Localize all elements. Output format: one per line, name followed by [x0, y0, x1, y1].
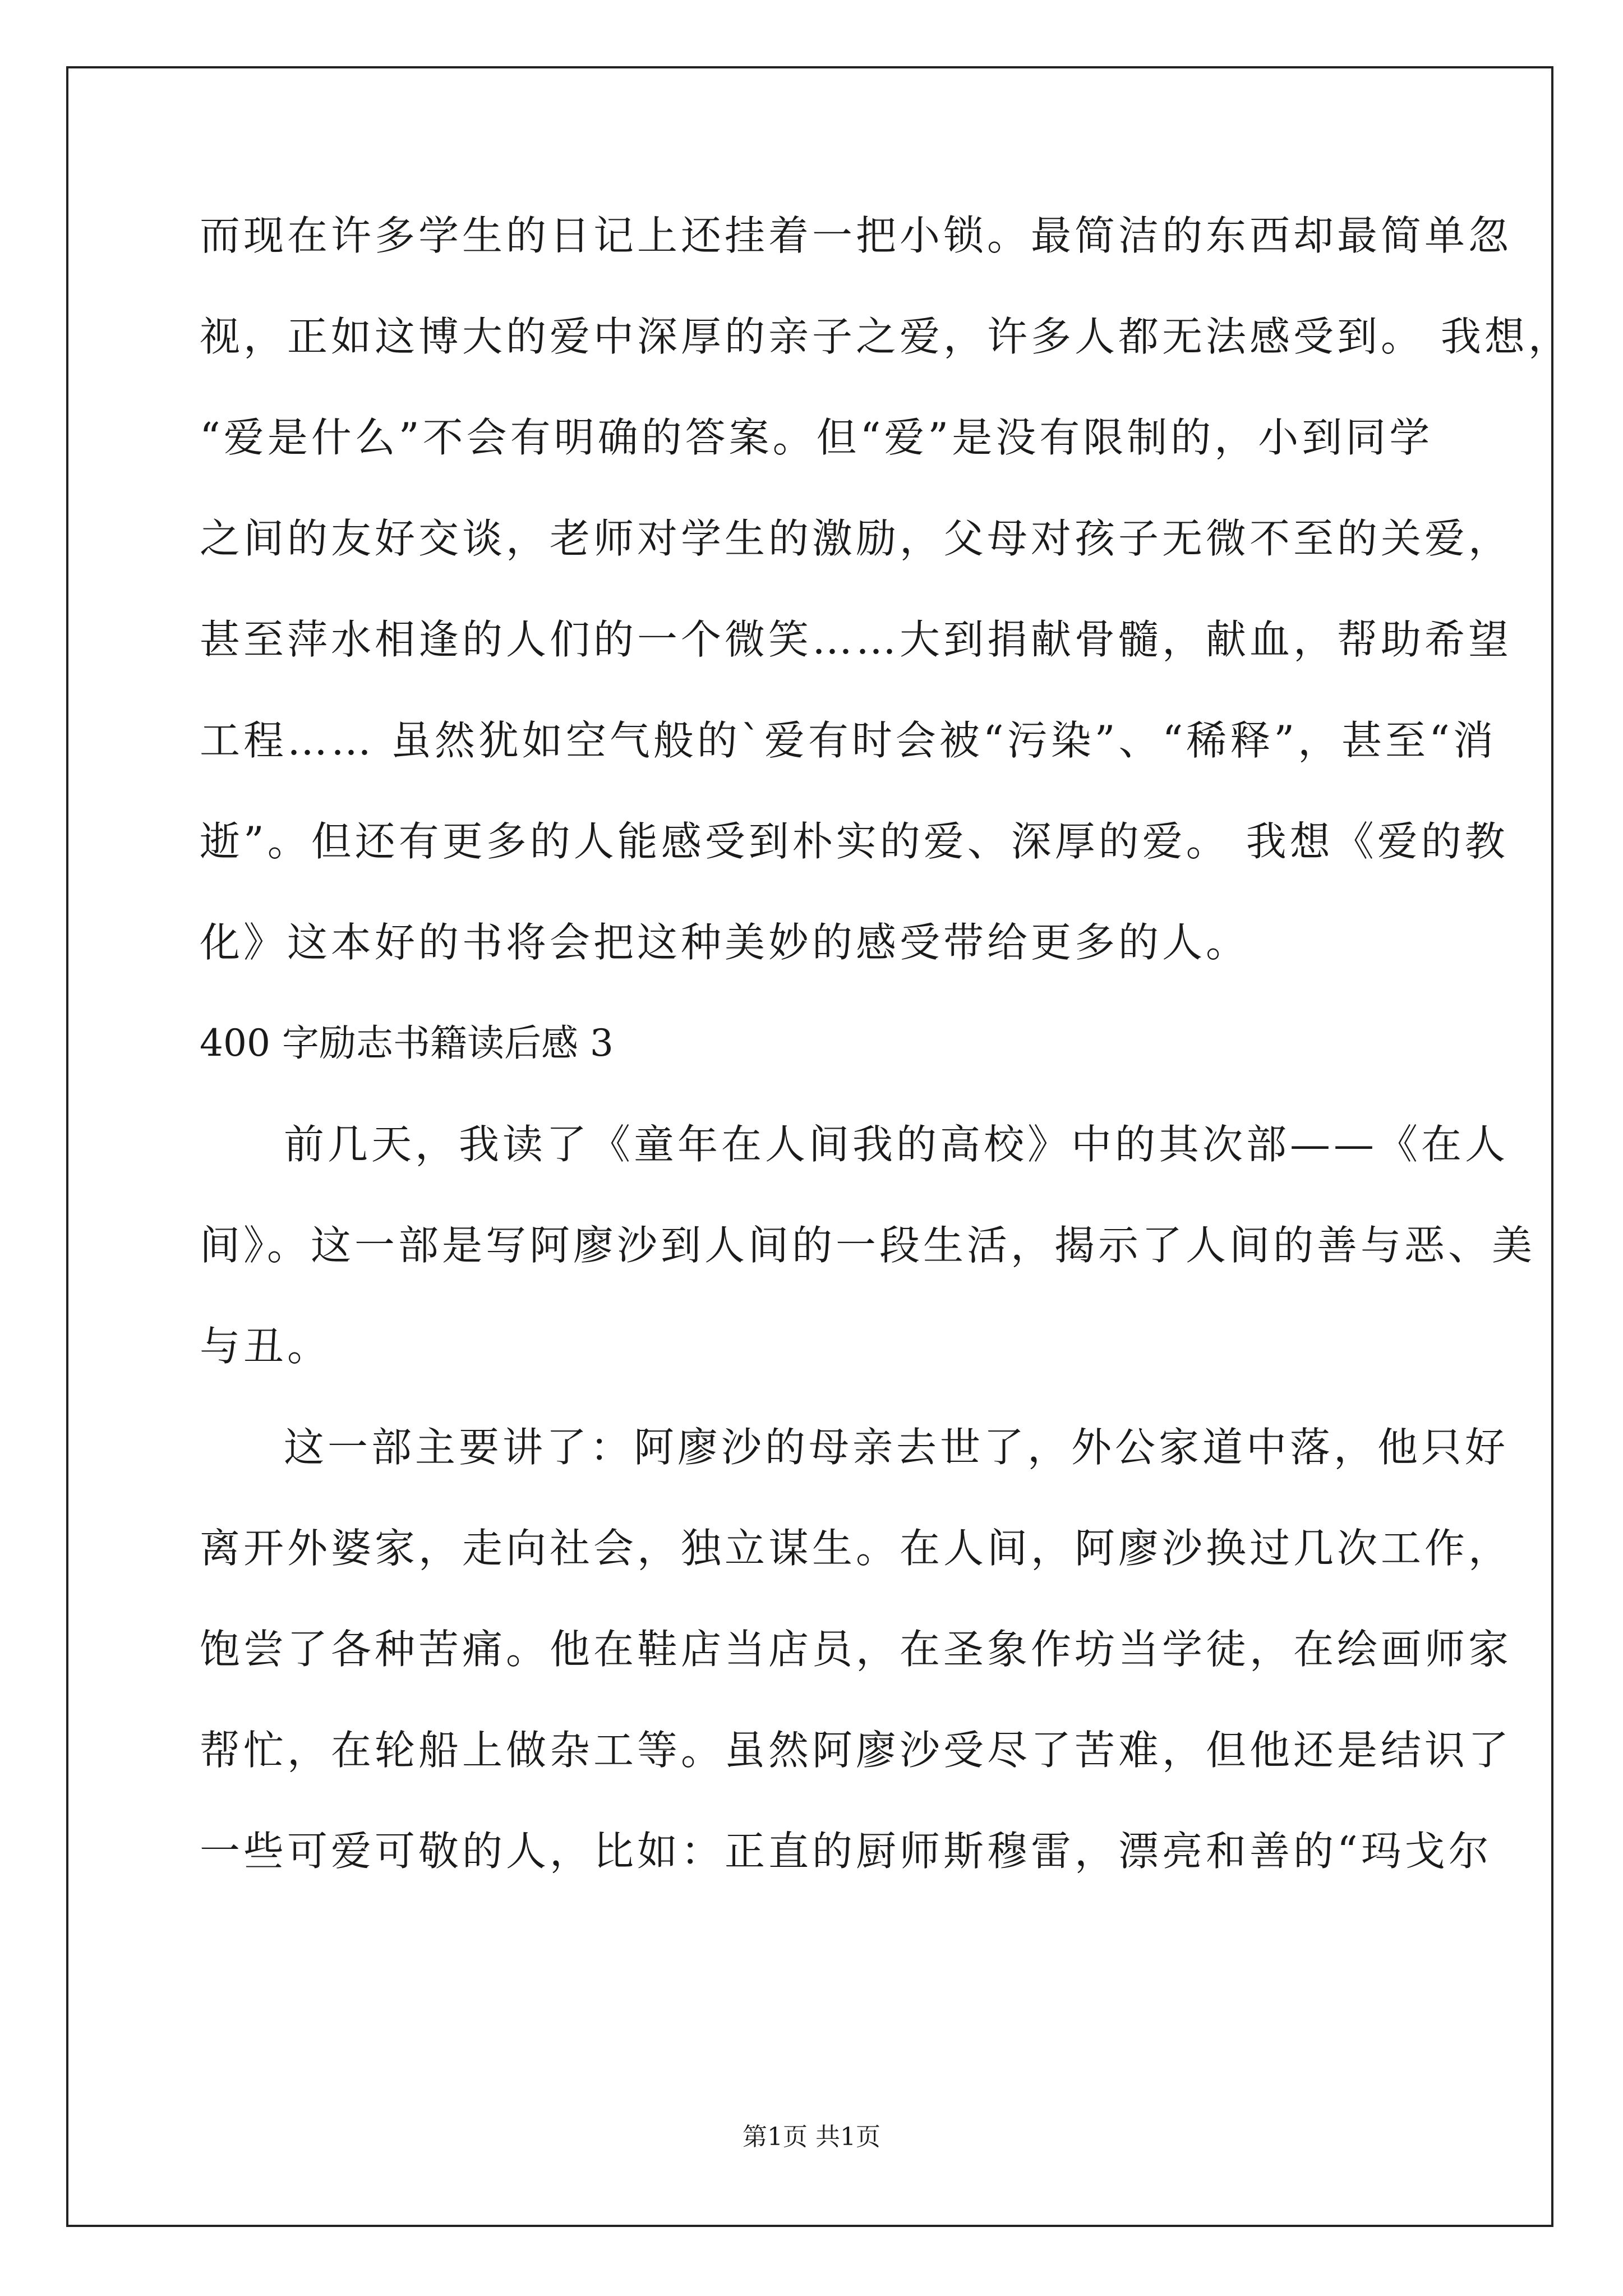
text-line: 间》。这一部是写阿廖沙到人间的一段生活，揭示了人间的善与恶、美 [200, 1222, 1536, 1269]
page-footer: 第1页 共1页 [743, 2123, 880, 2151]
text-line: 这一部主要讲了：阿廖沙的母亲去世了，外公家道中落，他只好 [284, 1424, 1509, 1471]
paragraph-2 [200, 1419, 1513, 1879]
text-line: 与丑。 [200, 1323, 331, 1370]
text-line: 视，正如这博大的爱中深厚的亲子之爱，许多人都无法感受到。 我想， [200, 313, 1572, 360]
text-line: 前几天，我读了《童年在人间我的高校》中的其次部——《在人 [284, 1121, 1509, 1168]
text-line: 饱尝了各种苦痛。他在鞋店当店员，在圣象作坊当学徒，在绘画师家 [200, 1626, 1513, 1673]
text-line: 之间的友好交谈，老师对学生的激励，父母对孩子无微不至的关爱， [200, 515, 1513, 562]
text-line: 帮忙，在轮船上做杂工等。虽然阿廖沙受尽了苦难，但他还是结识了 [200, 1727, 1513, 1774]
text-line: 化》这本好的书将会把这种美妙的感受带给更多的人。 [200, 919, 1250, 966]
paragraph-1 [200, 1116, 1536, 1374]
text-line: 离开外婆家，走向社会，独立谋生。在人间，阿廖沙换过几次工作， [200, 1525, 1513, 1572]
text-line: 工程…… 虽然犹如空气般的`爱有时会被“污染”、“稀释”，甚至“消 [200, 717, 1497, 764]
document-body [200, 208, 1572, 1924]
text-line: 一些可爱可敬的人，比如：正直的厨师斯穆雷，漂亮和善的“玛戈尔 [200, 1828, 1492, 1875]
section-heading: 400 字励志书籍读后感 3 [200, 1022, 614, 1065]
text-line: 甚至萍水相逢的人们的一个微笑……大到捐献骨髓，献血，帮助希望 [200, 616, 1513, 663]
text-line: 而现在许多学生的日记上还挂着一把小锁。最简洁的东西却最简单忽 [200, 212, 1513, 259]
text-line: “爱是什么”不会有明确的答案。但“爱”是没有限制的，小到同学 [200, 414, 1433, 461]
text-line: 逝”。但还有更多的人能感受到朴实的爱、深厚的爱。 我想《爱的教 [200, 818, 1509, 865]
continued-paragraph [200, 208, 1572, 970]
